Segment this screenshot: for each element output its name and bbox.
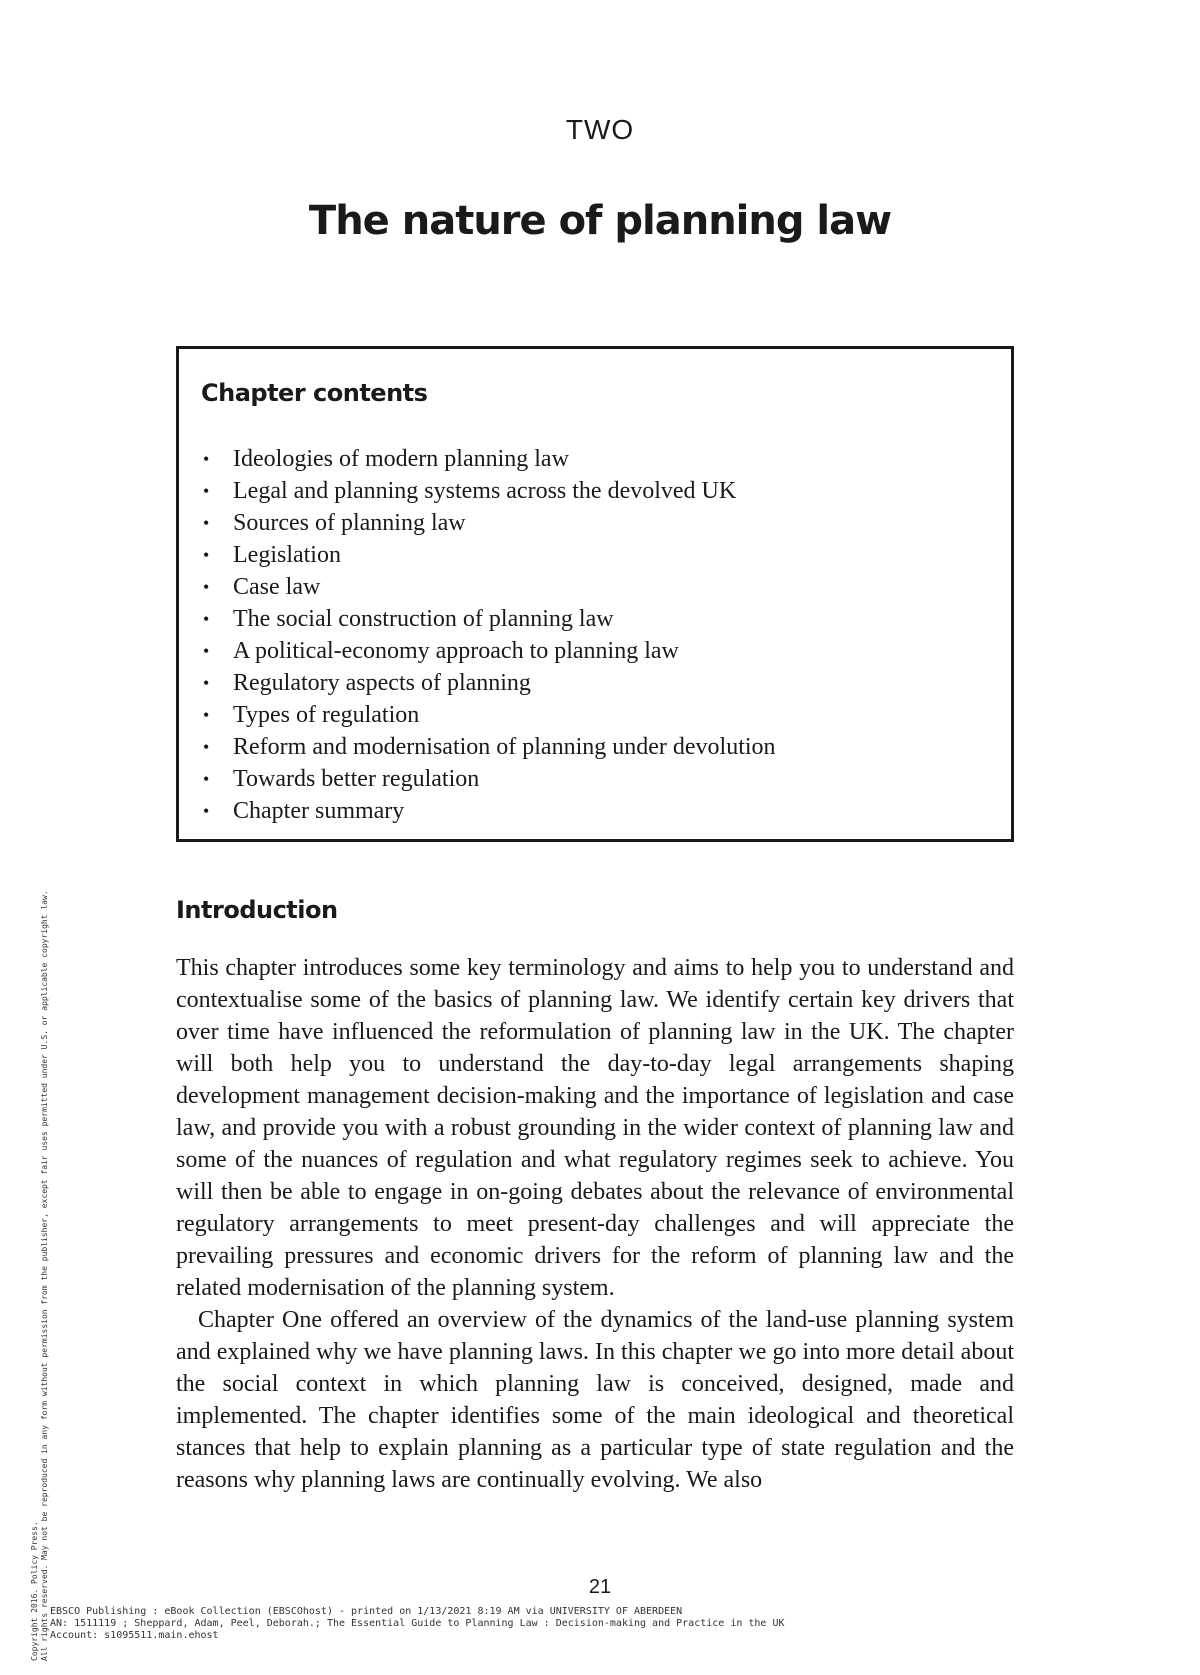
contents-item: • A political-economy approach to planning law [201,635,776,667]
contents-item: • Towards better regulation [201,763,776,795]
footer-line: AN: 1511119 ; Sheppard, Adam, Peel, Deborah.; The Essential Guide to Planning Law : Decision-making and Practice in the UK [50,1618,785,1629]
chapter-number: TWO [565,114,635,145]
chapter-contents-box [176,346,1014,842]
copyright-notice [30,890,50,1661]
copyright-line: Copyright 2016. Policy Press. [30,1521,39,1661]
contents-item: • Types of regulation [201,699,776,731]
copyright-line: All rights reserved. May not be reproduced in any form without permission from the publisher, except fair uses permitted under U.S. or applicable copyright law. [40,890,49,1661]
contents-item: • Case law [201,571,776,603]
download-footer [50,1606,785,1642]
chapter-title: The nature of planning law [308,198,892,244]
contents-item: • Chapter summary [201,795,776,827]
contents-item: • Ideologies of modern planning law [201,443,776,475]
contents-item: • The social construction of planning law [201,603,776,635]
body-paragraph: Chapter One offered an overview of the dynamics of the land-use planning system and explained why we have planning laws. In this chapter we go into more detail about the social context in which planning law is conceived, designed, made and implemented. The chapter identifies some of the main ideological and theoretical stances that help to explain planning as a particular type of state regulation and the reasons why planning laws are continually evolving. We also [176,1307,1014,1493]
contents-item: • Regulatory aspects of planning [201,667,776,699]
contents-item: • Reform and modernisation of planning under devolution [201,731,776,763]
body-paragraph: This chapter introduces some key terminology and aims to help you to understand and contextualise some of the basics of planning law. We identify certain key drivers that over time have influenced the reformulation of planning law in the UK. The chapter will both help you to understand the day-to-day legal arrangements shaping development management decision-making and the importance of legislation and case law, and provide you with a robust grounding in the wider context of planning law and some of the nuances of regulation and what regulatory regimes seek to achieve. You will then be able to engage in on-going debates about the relevance of environmental regulatory arrangements to meet present-day challenges and will appreciate the prevailing pressures and economic drivers for the reform of planning law and the related modernisation of the planning system. [176,955,1014,1301]
footer-line: Account: s1095511.main.ehost [50,1630,219,1641]
contents-item: • Legislation [201,539,776,571]
introduction-body [176,952,1014,1496]
contents-list [201,443,776,827]
footer-line: EBSCO Publishing : eBook Collection (EBSCOhost) - printed on 1/13/2021 8:19 AM via UNIVERSITY OF ABERDEEN [50,1606,683,1617]
page-number: 21 [588,1576,612,1598]
introduction-heading: Introduction [176,896,338,924]
contents-heading: Chapter contents [201,379,428,407]
contents-item: • Sources of planning law [201,507,776,539]
contents-item: • Legal and planning systems across the devolved UK [201,475,776,507]
